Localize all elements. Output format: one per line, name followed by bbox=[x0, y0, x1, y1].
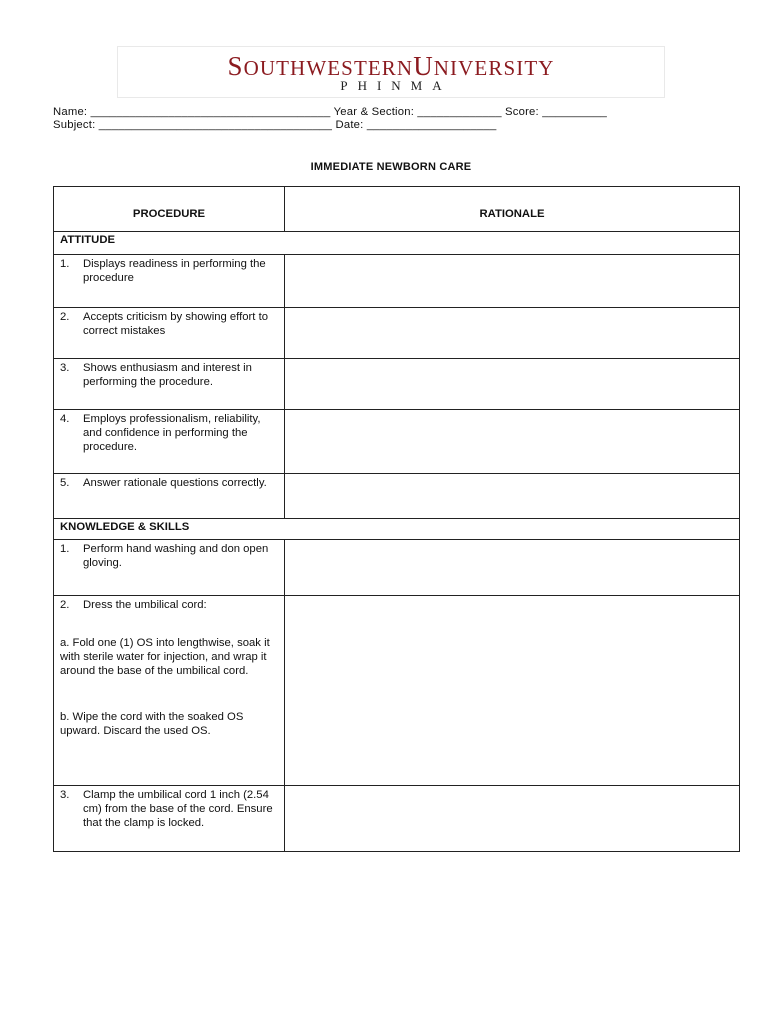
name-year-score-line: Name: _____________________________________ Year & Section: _____________ Score: __________ bbox=[53, 106, 608, 118]
procedure-cell bbox=[54, 255, 285, 308]
rationale-cell[interactable] bbox=[285, 359, 740, 410]
item-text: Displays readiness in performing the procedure bbox=[83, 258, 266, 284]
rationale-cell[interactable] bbox=[285, 308, 740, 359]
subject-date-line: Subject: ____________________________________ Date: ____________________ bbox=[53, 119, 497, 131]
procedure-cell bbox=[54, 474, 285, 519]
item-number: 2. bbox=[60, 311, 70, 323]
item-text: Clamp the umbilical cord 1 inch (2.54 cm) from the base of the cord. Ensure that the clamp is locked. bbox=[83, 789, 273, 829]
rationale-cell[interactable] bbox=[285, 474, 740, 519]
rationale-cell[interactable] bbox=[285, 786, 740, 852]
procedure-cell bbox=[54, 410, 285, 474]
table-row bbox=[54, 255, 740, 308]
table-header-row bbox=[54, 187, 740, 232]
rationale-cell[interactable] bbox=[285, 410, 740, 474]
item-number: 5. bbox=[60, 477, 70, 489]
item-number: 1. bbox=[60, 543, 70, 555]
item-number: 2. bbox=[60, 599, 70, 611]
item-text: Perform hand washing and don open gloving. bbox=[83, 543, 269, 569]
university-subline: PHINMA bbox=[340, 78, 452, 93]
procedure-cell bbox=[54, 359, 285, 410]
item-text: Employs professionalism, reliability, and confidence in performing the procedure. bbox=[83, 413, 261, 453]
section-knowledge-skills: KNOWLEDGE & SKILLS bbox=[54, 519, 740, 540]
item-number: 3. bbox=[60, 789, 70, 801]
university-logo bbox=[117, 46, 665, 98]
item-text: Dress the umbilical cord: bbox=[83, 599, 207, 611]
item-number: 4. bbox=[60, 413, 70, 425]
procedure-cell bbox=[54, 786, 285, 852]
section-attitude: ATTITUDE bbox=[54, 232, 740, 255]
item-number: 3. bbox=[60, 362, 70, 374]
procedure-header: PROCEDURE bbox=[54, 187, 285, 232]
procedure-cell bbox=[54, 596, 285, 786]
sub-step-b: b. Wipe the cord with the soaked OS upward. Discard the used OS. bbox=[60, 711, 244, 737]
table-row bbox=[54, 308, 740, 359]
rubric-table bbox=[53, 186, 740, 852]
sub-step-a: a. Fold one (1) OS into lengthwise, soak it with sterile water for injection, and wrap it around the base of the umbilical cord. bbox=[60, 637, 270, 677]
section-row-knowledge bbox=[54, 519, 740, 540]
table-row bbox=[54, 359, 740, 410]
item-text: Answer rationale questions correctly. bbox=[83, 477, 267, 489]
procedure-cell bbox=[54, 308, 285, 359]
table-row bbox=[54, 410, 740, 474]
rationale-cell[interactable] bbox=[285, 540, 740, 596]
item-text: Shows enthusiasm and interest in performing the procedure. bbox=[83, 362, 252, 388]
section-row-attitude bbox=[54, 232, 740, 255]
rationale-cell[interactable] bbox=[285, 255, 740, 308]
table-row bbox=[54, 540, 740, 596]
table-row bbox=[54, 474, 740, 519]
table-row bbox=[54, 596, 740, 786]
form-title: IMMEDIATE NEWBORN CARE bbox=[310, 161, 472, 173]
university-name: SOUTHWESTERNUNIVERSITY bbox=[227, 51, 555, 81]
item-number: 1. bbox=[60, 258, 70, 270]
procedure-cell bbox=[54, 540, 285, 596]
rationale-cell[interactable] bbox=[285, 596, 740, 786]
item-text: Accepts criticism by showing effort to correct mistakes bbox=[83, 311, 269, 337]
table-row bbox=[54, 786, 740, 852]
rationale-header: RATIONALE bbox=[285, 187, 740, 232]
